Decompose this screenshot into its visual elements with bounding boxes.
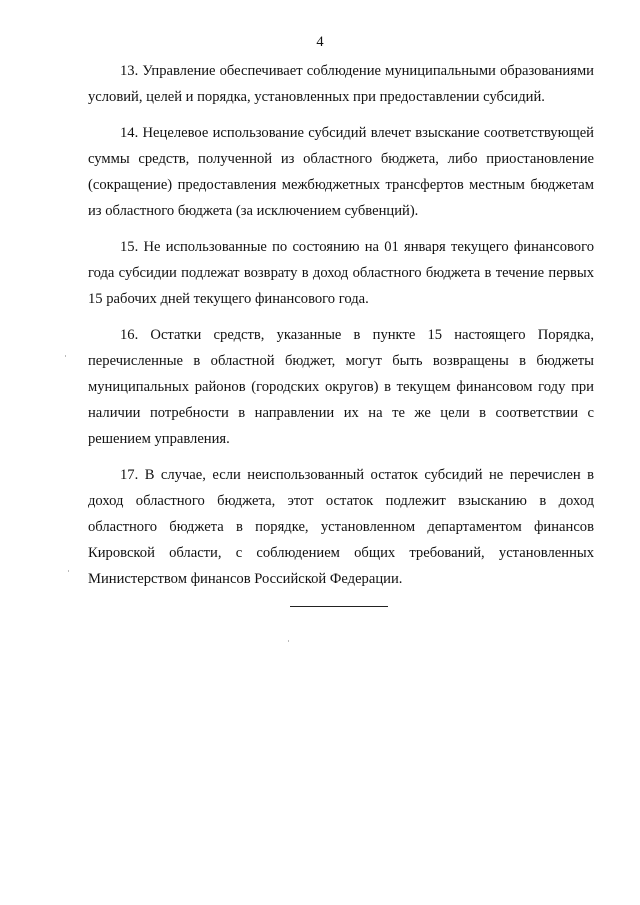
scan-speck	[65, 355, 66, 357]
document-body	[88, 58, 594, 602]
paragraph-17: 17. В случае, если неиспользованный остаток субсидий не перечислен в доход областного бюджета, этот остаток подлежит взысканию в доход областного бюджета в порядке, установленном департаментом финансов Кировской области, с соблюдением общих требований, установленных Министерством финансов Российской Федерации.	[88, 467, 594, 587]
scan-speck	[288, 640, 289, 642]
page-number: 4	[316, 34, 324, 50]
paragraph-13: 13. Управление обеспечивает соблюдение муниципальными образованиями условий, целей и порядка, установленных при предоставлении субсидий.	[88, 63, 594, 105]
scan-speck	[68, 570, 69, 572]
paragraph-14: 14. Нецелевое использование субсидий влечет взыскание соответствующей суммы средств, полученной из областного бюджета, либо приостановление (сокращение) предоставления межбюджетных трансфертов местным бюджетам из областного бюджета (за исключением субвенций).	[88, 125, 594, 219]
end-separator-line	[290, 606, 388, 607]
paragraph-16: 16. Остатки средств, указанные в пункте 15 настоящего Порядка, перечисленные в областной бюджет, могут быть возвращены в бюджеты муниципальных районов (городских округов) в текущем финансовом году при наличии потребности в направлении их на те же цели в соответствии с решением управления.	[88, 327, 594, 447]
paragraph-15: 15. Не использованные по состоянию на 01 января текущего финансового года субсидии подлежат возврату в доход областного бюджета в течение первых 15 рабочих дней текущего финансового года.	[88, 239, 594, 307]
